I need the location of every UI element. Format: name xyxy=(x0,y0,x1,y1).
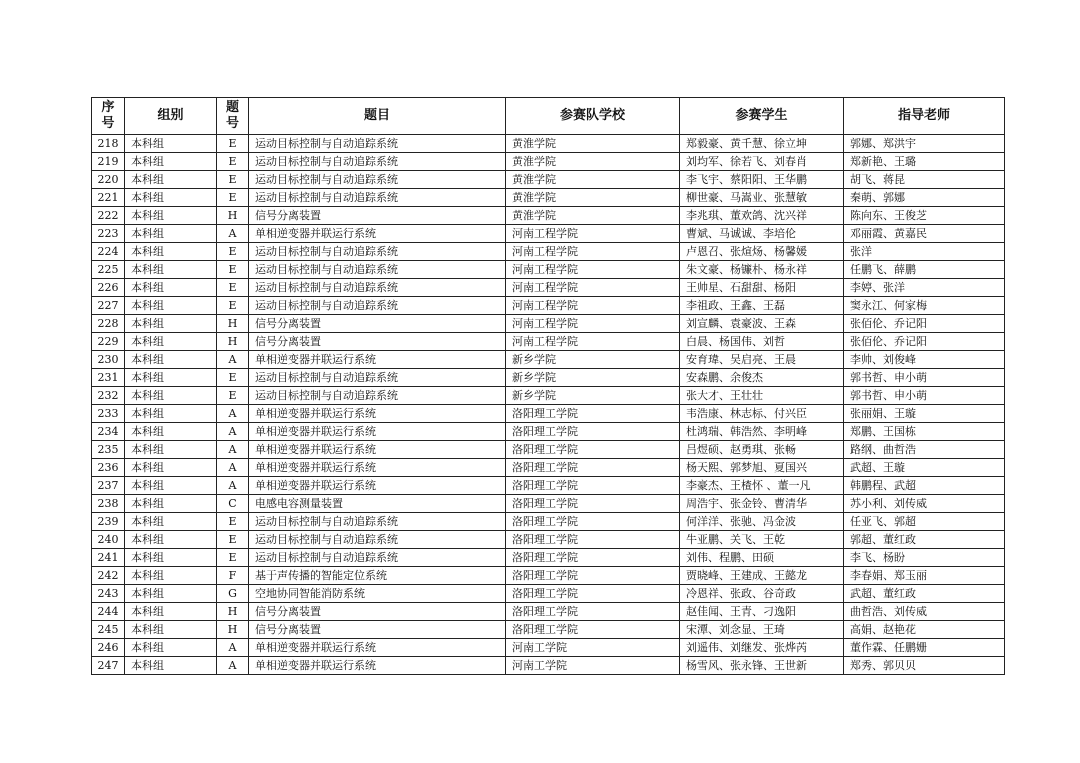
cell-students: 柳世豪、马嵩业、张慧敏 xyxy=(680,189,844,207)
cell-school: 黄淮学院 xyxy=(506,189,680,207)
cell-school: 河南工程学院 xyxy=(506,261,680,279)
cell-group: 本科组 xyxy=(125,495,217,513)
table-row xyxy=(92,351,1005,369)
cell-group: 本科组 xyxy=(125,297,217,315)
header-students: 参赛学生 xyxy=(680,98,844,135)
cell-no: 240 xyxy=(92,531,125,549)
cell-students: 李飞宇、蔡阳阳、王华鹏 xyxy=(680,171,844,189)
cell-no: 224 xyxy=(92,243,125,261)
cell-group: 本科组 xyxy=(125,513,217,531)
cell-teachers: 秦萌、郭娜 xyxy=(844,189,1005,207)
cell-students: 杜鸿瑞、韩浩然、李明峰 xyxy=(680,423,844,441)
cell-no: 245 xyxy=(92,621,125,639)
cell-students: 吕煜硕、赵勇琪、张畅 xyxy=(680,441,844,459)
cell-teachers: 郭书哲、申小萌 xyxy=(844,387,1005,405)
cell-school: 河南工程学院 xyxy=(506,297,680,315)
cell-school: 新乡学院 xyxy=(506,387,680,405)
cell-school: 洛阳理工学院 xyxy=(506,423,680,441)
cell-teachers: 任亚飞、郭超 xyxy=(844,513,1005,531)
table-row xyxy=(92,189,1005,207)
cell-students: 刘遥伟、刘继发、张烨芮 xyxy=(680,639,844,657)
cell-group: 本科组 xyxy=(125,639,217,657)
cell-title: 单相逆变器并联运行系统 xyxy=(249,477,506,495)
cell-title: 信号分离装置 xyxy=(249,315,506,333)
cell-topic: E xyxy=(217,531,249,549)
cell-group: 本科组 xyxy=(125,441,217,459)
cell-teachers: 李飞、杨盼 xyxy=(844,549,1005,567)
cell-no: 238 xyxy=(92,495,125,513)
table-row xyxy=(92,477,1005,495)
cell-topic: A xyxy=(217,423,249,441)
cell-no: 218 xyxy=(92,135,125,153)
cell-school: 河南工程学院 xyxy=(506,243,680,261)
cell-title: 运动目标控制与自动追踪系统 xyxy=(249,531,506,549)
header-no: 序号 xyxy=(92,98,125,135)
cell-topic: E xyxy=(217,369,249,387)
cell-topic: E xyxy=(217,279,249,297)
cell-students: 赵佳闻、王青、刁逸阳 xyxy=(680,603,844,621)
cell-teachers: 董作霖、任鹏姗 xyxy=(844,639,1005,657)
cell-students: 李兆琪、董欢鸽、沈兴祥 xyxy=(680,207,844,225)
cell-topic: H xyxy=(217,603,249,621)
table-row xyxy=(92,315,1005,333)
cell-title: 信号分离装置 xyxy=(249,333,506,351)
cell-students: 白晨、杨国伟、刘哲 xyxy=(680,333,844,351)
table-row xyxy=(92,531,1005,549)
cell-group: 本科组 xyxy=(125,135,217,153)
table-row xyxy=(92,639,1005,657)
cell-title: 单相逆变器并联运行系统 xyxy=(249,639,506,657)
cell-students: 卢恩召、张煊炀、杨馨媛 xyxy=(680,243,844,261)
cell-teachers: 武超、王璇 xyxy=(844,459,1005,477)
cell-teachers: 张佰伦、乔记阳 xyxy=(844,333,1005,351)
cell-students: 王帅星、石甜甜、杨阳 xyxy=(680,279,844,297)
cell-school: 黄淮学院 xyxy=(506,153,680,171)
cell-no: 225 xyxy=(92,261,125,279)
cell-title: 运动目标控制与自动追踪系统 xyxy=(249,549,506,567)
cell-teachers: 胡飞、蒋昆 xyxy=(844,171,1005,189)
cell-no: 221 xyxy=(92,189,125,207)
header-school: 参赛队学校 xyxy=(506,98,680,135)
cell-teachers: 郭超、董红政 xyxy=(844,531,1005,549)
cell-teachers: 韩鹏程、武超 xyxy=(844,477,1005,495)
cell-teachers: 郭书哲、申小萌 xyxy=(844,369,1005,387)
cell-no: 246 xyxy=(92,639,125,657)
cell-title: 单相逆变器并联运行系统 xyxy=(249,459,506,477)
table-row xyxy=(92,171,1005,189)
table-row xyxy=(92,153,1005,171)
table-body xyxy=(92,135,1005,675)
cell-no: 233 xyxy=(92,405,125,423)
cell-teachers: 路纲、曲哲浩 xyxy=(844,441,1005,459)
header-title: 题目 xyxy=(249,98,506,135)
table-row xyxy=(92,243,1005,261)
cell-title: 运动目标控制与自动追踪系统 xyxy=(249,135,506,153)
cell-group: 本科组 xyxy=(125,261,217,279)
cell-group: 本科组 xyxy=(125,189,217,207)
cell-title: 运动目标控制与自动追踪系统 xyxy=(249,243,506,261)
cell-teachers: 郑鹏、王国栋 xyxy=(844,423,1005,441)
cell-title: 运动目标控制与自动追踪系统 xyxy=(249,189,506,207)
table-row xyxy=(92,369,1005,387)
cell-students: 刘伟、程鹏、田硕 xyxy=(680,549,844,567)
cell-school: 洛阳理工学院 xyxy=(506,531,680,549)
cell-school: 洛阳理工学院 xyxy=(506,603,680,621)
cell-no: 228 xyxy=(92,315,125,333)
cell-students: 张大才、王壮壮 xyxy=(680,387,844,405)
cell-teachers: 曲哲浩、刘传威 xyxy=(844,603,1005,621)
cell-school: 洛阳理工学院 xyxy=(506,621,680,639)
cell-group: 本科组 xyxy=(125,477,217,495)
cell-teachers: 苏小利、刘传威 xyxy=(844,495,1005,513)
cell-students: 刘宣麟、袁豪波、王森 xyxy=(680,315,844,333)
cell-school: 洛阳理工学院 xyxy=(506,549,680,567)
cell-topic: A xyxy=(217,657,249,675)
cell-title: 单相逆变器并联运行系统 xyxy=(249,351,506,369)
cell-students: 何洋洋、张驰、冯金波 xyxy=(680,513,844,531)
cell-group: 本科组 xyxy=(125,657,217,675)
cell-teachers: 李帅、刘俊峰 xyxy=(844,351,1005,369)
cell-group: 本科组 xyxy=(125,603,217,621)
cell-topic: H xyxy=(217,333,249,351)
cell-students: 冷恩祥、张政、谷奇政 xyxy=(680,585,844,603)
cell-school: 洛阳理工学院 xyxy=(506,405,680,423)
cell-group: 本科组 xyxy=(125,315,217,333)
cell-school: 洛阳理工学院 xyxy=(506,495,680,513)
cell-no: 223 xyxy=(92,225,125,243)
cell-group: 本科组 xyxy=(125,585,217,603)
table-row xyxy=(92,459,1005,477)
cell-no: 222 xyxy=(92,207,125,225)
cell-topic: A xyxy=(217,459,249,477)
cell-group: 本科组 xyxy=(125,207,217,225)
cell-topic: H xyxy=(217,315,249,333)
cell-topic: E xyxy=(217,171,249,189)
cell-school: 河南工程学院 xyxy=(506,225,680,243)
table-row xyxy=(92,405,1005,423)
cell-students: 郑毅豪、黄千慧、徐立坤 xyxy=(680,135,844,153)
cell-topic: E xyxy=(217,189,249,207)
cell-title: 电感电容测量装置 xyxy=(249,495,506,513)
cell-teachers: 高娟、赵艳花 xyxy=(844,621,1005,639)
cell-students: 宋潭、刘念显、王琦 xyxy=(680,621,844,639)
cell-students: 安育瑋、吴启亮、王晨 xyxy=(680,351,844,369)
cell-topic: A xyxy=(217,639,249,657)
cell-school: 河南工程学院 xyxy=(506,333,680,351)
cell-title: 运动目标控制与自动追踪系统 xyxy=(249,513,506,531)
cell-no: 242 xyxy=(92,567,125,585)
table-row xyxy=(92,261,1005,279)
cell-teachers: 任鹏飞、薛鹏 xyxy=(844,261,1005,279)
cell-students: 李豪杰、王楂怀 、董一凡 xyxy=(680,477,844,495)
cell-title: 运动目标控制与自动追踪系统 xyxy=(249,261,506,279)
cell-group: 本科组 xyxy=(125,333,217,351)
cell-group: 本科组 xyxy=(125,549,217,567)
header-topic: 题号 xyxy=(217,98,249,135)
cell-title: 运动目标控制与自动追踪系统 xyxy=(249,297,506,315)
cell-teachers: 窦永江、何家梅 xyxy=(844,297,1005,315)
cell-group: 本科组 xyxy=(125,405,217,423)
cell-teachers: 邓丽霞、黄嘉民 xyxy=(844,225,1005,243)
cell-topic: H xyxy=(217,207,249,225)
cell-title: 空地协同智能消防系统 xyxy=(249,585,506,603)
cell-teachers: 张丽娟、王璇 xyxy=(844,405,1005,423)
table-row xyxy=(92,495,1005,513)
cell-group: 本科组 xyxy=(125,567,217,585)
cell-no: 239 xyxy=(92,513,125,531)
table-header-row xyxy=(92,98,1005,135)
cell-teachers: 郑秀、郭贝贝 xyxy=(844,657,1005,675)
cell-school: 河南工学院 xyxy=(506,639,680,657)
cell-no: 234 xyxy=(92,423,125,441)
cell-topic: C xyxy=(217,495,249,513)
table-row xyxy=(92,333,1005,351)
cell-title: 单相逆变器并联运行系统 xyxy=(249,225,506,243)
table-row xyxy=(92,225,1005,243)
cell-school: 洛阳理工学院 xyxy=(506,585,680,603)
cell-teachers: 张洋 xyxy=(844,243,1005,261)
cell-group: 本科组 xyxy=(125,153,217,171)
cell-no: 241 xyxy=(92,549,125,567)
cell-group: 本科组 xyxy=(125,459,217,477)
cell-school: 洛阳理工学院 xyxy=(506,441,680,459)
cell-students: 周浩宇、张金铃、曹清华 xyxy=(680,495,844,513)
cell-teachers: 李春娟、郑玉丽 xyxy=(844,567,1005,585)
cell-school: 河南工程学院 xyxy=(506,279,680,297)
cell-group: 本科组 xyxy=(125,621,217,639)
table-row xyxy=(92,387,1005,405)
cell-no: 230 xyxy=(92,351,125,369)
cell-title: 运动目标控制与自动追踪系统 xyxy=(249,153,506,171)
cell-topic: A xyxy=(217,477,249,495)
cell-topic: A xyxy=(217,441,249,459)
cell-no: 220 xyxy=(92,171,125,189)
cell-group: 本科组 xyxy=(125,351,217,369)
cell-students: 李祖政、王鑫、王磊 xyxy=(680,297,844,315)
cell-no: 226 xyxy=(92,279,125,297)
cell-no: 237 xyxy=(92,477,125,495)
cell-no: 227 xyxy=(92,297,125,315)
cell-school: 黄淮学院 xyxy=(506,135,680,153)
cell-school: 河南工学院 xyxy=(506,657,680,675)
cell-title: 信号分离装置 xyxy=(249,603,506,621)
cell-students: 杨天熙、郭梦旭、夏国兴 xyxy=(680,459,844,477)
cell-title: 运动目标控制与自动追踪系统 xyxy=(249,387,506,405)
cell-topic: E xyxy=(217,153,249,171)
cell-teachers: 武超、董红政 xyxy=(844,585,1005,603)
cell-title: 运动目标控制与自动追踪系统 xyxy=(249,369,506,387)
table-row xyxy=(92,657,1005,675)
table-row xyxy=(92,603,1005,621)
header-group: 组别 xyxy=(125,98,217,135)
cell-no: 229 xyxy=(92,333,125,351)
cell-group: 本科组 xyxy=(125,387,217,405)
cell-topic: A xyxy=(217,225,249,243)
results-table-container xyxy=(91,97,1004,675)
cell-school: 新乡学院 xyxy=(506,351,680,369)
cell-school: 新乡学院 xyxy=(506,369,680,387)
table-row xyxy=(92,423,1005,441)
cell-topic: G xyxy=(217,585,249,603)
cell-teachers: 陈向东、王俊芝 xyxy=(844,207,1005,225)
header-teachers: 指导老师 xyxy=(844,98,1005,135)
cell-students: 杨雪风、张永锋、王世新 xyxy=(680,657,844,675)
cell-school: 黄淮学院 xyxy=(506,171,680,189)
cell-topic: E xyxy=(217,243,249,261)
cell-title: 运动目标控制与自动追踪系统 xyxy=(249,171,506,189)
cell-title: 运动目标控制与自动追踪系统 xyxy=(249,279,506,297)
cell-title: 单相逆变器并联运行系统 xyxy=(249,405,506,423)
cell-students: 朱文豪、杨镰朴、杨永祥 xyxy=(680,261,844,279)
cell-no: 247 xyxy=(92,657,125,675)
cell-teachers: 郑新艳、王璐 xyxy=(844,153,1005,171)
cell-school: 河南工程学院 xyxy=(506,315,680,333)
cell-group: 本科组 xyxy=(125,225,217,243)
cell-group: 本科组 xyxy=(125,243,217,261)
cell-topic: A xyxy=(217,351,249,369)
cell-students: 曹斌、马诚诚、李培伦 xyxy=(680,225,844,243)
table-row xyxy=(92,135,1005,153)
cell-topic: A xyxy=(217,405,249,423)
cell-topic: E xyxy=(217,387,249,405)
cell-topic: E xyxy=(217,135,249,153)
cell-no: 235 xyxy=(92,441,125,459)
cell-title: 单相逆变器并联运行系统 xyxy=(249,657,506,675)
cell-topic: F xyxy=(217,567,249,585)
table-row xyxy=(92,513,1005,531)
cell-topic: E xyxy=(217,513,249,531)
cell-group: 本科组 xyxy=(125,171,217,189)
cell-students: 牛亚鹏、关飞、王乾 xyxy=(680,531,844,549)
cell-group: 本科组 xyxy=(125,369,217,387)
cell-group: 本科组 xyxy=(125,279,217,297)
cell-title: 基于声传播的智能定位系统 xyxy=(249,567,506,585)
cell-students: 贾晓峰、王建成、王懿龙 xyxy=(680,567,844,585)
cell-students: 安森鹏、余俊杰 xyxy=(680,369,844,387)
cell-title: 单相逆变器并联运行系统 xyxy=(249,423,506,441)
cell-no: 232 xyxy=(92,387,125,405)
cell-topic: E xyxy=(217,549,249,567)
cell-no: 231 xyxy=(92,369,125,387)
cell-school: 黄淮学院 xyxy=(506,207,680,225)
results-table xyxy=(91,97,1005,675)
cell-group: 本科组 xyxy=(125,531,217,549)
cell-school: 洛阳理工学院 xyxy=(506,567,680,585)
cell-title: 信号分离装置 xyxy=(249,207,506,225)
table-row xyxy=(92,567,1005,585)
cell-students: 韦浩康、林志标、付兴臣 xyxy=(680,405,844,423)
table-row xyxy=(92,279,1005,297)
cell-title: 信号分离装置 xyxy=(249,621,506,639)
cell-topic: E xyxy=(217,297,249,315)
cell-school: 洛阳理工学院 xyxy=(506,513,680,531)
cell-students: 刘均军、徐若飞、刘春肖 xyxy=(680,153,844,171)
table-row xyxy=(92,441,1005,459)
cell-no: 244 xyxy=(92,603,125,621)
cell-teachers: 张佰伦、乔记阳 xyxy=(844,315,1005,333)
table-row xyxy=(92,621,1005,639)
cell-group: 本科组 xyxy=(125,423,217,441)
cell-school: 洛阳理工学院 xyxy=(506,477,680,495)
table-row xyxy=(92,549,1005,567)
cell-school: 洛阳理工学院 xyxy=(506,459,680,477)
cell-no: 243 xyxy=(92,585,125,603)
cell-title: 单相逆变器并联运行系统 xyxy=(249,441,506,459)
cell-topic: H xyxy=(217,621,249,639)
cell-teachers: 郭娜、郑洪宇 xyxy=(844,135,1005,153)
cell-teachers: 李婷、张洋 xyxy=(844,279,1005,297)
cell-no: 219 xyxy=(92,153,125,171)
table-row xyxy=(92,297,1005,315)
table-row xyxy=(92,585,1005,603)
cell-topic: E xyxy=(217,261,249,279)
table-row xyxy=(92,207,1005,225)
cell-no: 236 xyxy=(92,459,125,477)
